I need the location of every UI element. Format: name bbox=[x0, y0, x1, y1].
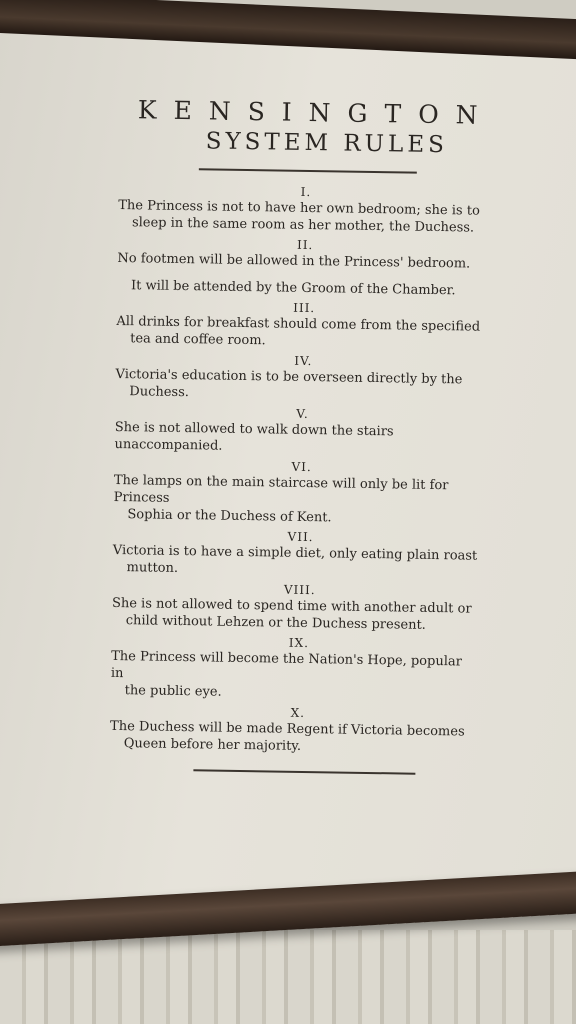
rule-item bbox=[118, 181, 494, 237]
rule-line: tea and coffee room. bbox=[130, 331, 266, 349]
poster-title-line1: KENSINGTON bbox=[137, 95, 495, 130]
rule-numeral: VIII. bbox=[283, 582, 316, 598]
rule-text bbox=[112, 595, 487, 635]
rule-numeral: IX. bbox=[288, 635, 310, 651]
rule-line: No footmen will be allowed in the Princess' bedroom. bbox=[117, 250, 471, 272]
rule-numeral: I. bbox=[300, 184, 312, 200]
rule-text bbox=[118, 197, 493, 237]
rule-line: She is not allowed to spend time with another adult or bbox=[111, 595, 472, 617]
poster-title-line2: SYSTEM RULES bbox=[205, 128, 449, 159]
rule-text bbox=[112, 542, 487, 582]
rule-line: sleep in the same room as her mother, the Duchess. bbox=[131, 215, 475, 236]
rule-line: mutton. bbox=[126, 560, 179, 576]
rule-line: The Princess will become the Nation's Hope, popular in bbox=[110, 648, 462, 682]
rule-item bbox=[112, 579, 488, 635]
rule-text bbox=[114, 419, 489, 459]
rule-item bbox=[114, 403, 490, 459]
rule-line: It will be attended by the Groom of the Chamber. bbox=[130, 278, 456, 299]
rule-text bbox=[117, 250, 493, 300]
rule-item bbox=[116, 297, 492, 353]
poster-content bbox=[109, 95, 495, 776]
rule-numeral: V. bbox=[296, 406, 309, 422]
rule-line: Duchess. bbox=[129, 384, 190, 401]
rule-numeral: II. bbox=[296, 237, 314, 253]
striped-wallpaper bbox=[0, 930, 576, 1024]
rule-line: The lamps on the main staircase will only be lit for Princess bbox=[113, 472, 449, 506]
rule-line: Queen before her majority. bbox=[123, 736, 302, 754]
rule-numeral: X. bbox=[290, 705, 306, 720]
rule-text bbox=[110, 718, 485, 758]
rule-line: She is not allowed to walk down the stairs unaccompanied. bbox=[114, 419, 394, 454]
top-divider bbox=[199, 168, 417, 173]
rule-item bbox=[117, 234, 493, 300]
rule-item bbox=[115, 350, 491, 406]
rule-line: child without Lehzen or the Duchess present. bbox=[125, 613, 426, 633]
rule-item bbox=[111, 632, 487, 705]
rule-line: All drinks for breakfast should come from the specified bbox=[116, 313, 481, 335]
rule-line: the public eye. bbox=[124, 683, 222, 700]
rule-numeral: VII. bbox=[287, 529, 314, 545]
rule-numeral: IV. bbox=[294, 353, 313, 369]
rule-line: Sophia or the Duchess of Kent. bbox=[127, 507, 332, 526]
rule-line: The Princess is not to have her own bedroom; she is to bbox=[118, 197, 480, 219]
rule-text bbox=[111, 648, 487, 705]
rule-text bbox=[113, 472, 489, 529]
rule-text bbox=[116, 313, 491, 353]
rule-line: Victoria's education is to be overseen directly by the bbox=[115, 366, 463, 388]
rule-item bbox=[112, 526, 488, 582]
rule-numeral: VI. bbox=[291, 459, 312, 475]
rule-line: The Duchess will be made Regent if Victoria becomes bbox=[109, 718, 465, 740]
rule-item bbox=[110, 702, 486, 758]
rule-numeral: III. bbox=[293, 300, 316, 316]
rule-item bbox=[113, 456, 489, 529]
rule-line: Victoria is to have a simple diet, only eating plain roast bbox=[112, 542, 478, 564]
rule-text bbox=[115, 366, 490, 406]
